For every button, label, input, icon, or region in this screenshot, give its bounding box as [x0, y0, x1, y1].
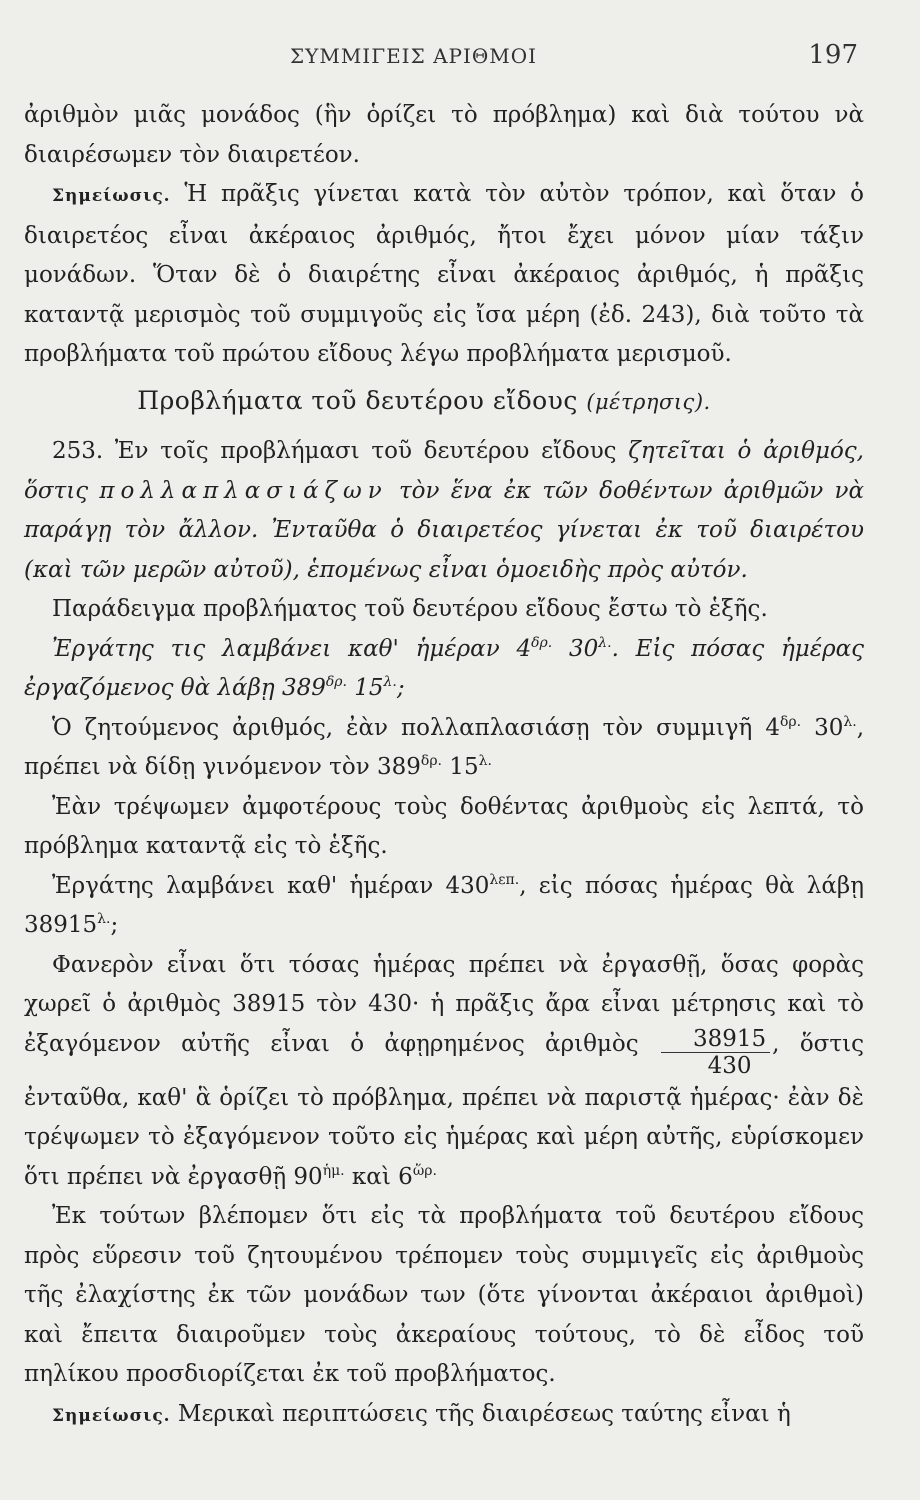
paragraph-note: Σημείωσις. Ἡ πρᾶξις γίνεται κατὰ τὸν αὐτὸν τρόπον, καὶ ὅταν ὁ διαιρετέος εἶναι ἀκέραιος ἀριθμός, ἤτοι ἔχει μόνον μίαν τάξιν μονάδων. Ὅταν δὲ ὁ διαιρέτης εἶναι ἀκέραιος ἀριθμός, ἡ πρᾶξις καταντᾷ μερισμὸς τοῦ συμμιγοῦς εἰς ἴσα μέρη (ἐδ. 243), διὰ τοῦτο τὰ προβλήματα τοῦ πρώτου εἴδους λέγω προβλήματα μερισμοῦ.	[24, 181, 864, 367]
note-label: Σημείωσις.	[52, 186, 171, 206]
paragraph-solution: Φανερὸν εἶναι ὅτι τόσας ἡμέρας πρέπει νὰ ἐργασθῇ, ὅσας φορὰς χωρεῖ ὁ ἀριθμὸς 38915 τὸν 430· ἡ πρᾶξις ἄρα εἶναι μέτρησις καὶ τὸ ἐξαγόμενον αὐτῆς εἶναι ὁ ἀφῃρημένος ἀριθμὸς $\frac{38915}{430}$ , ὅστις ἐνταῦθα, καθ' ἃ ὁρίζει τὸ πρόβλημα, πρέπει νὰ παριστᾷ ἡμέρας· ἐὰν δὲ τρέψωμεν τὸ ἐξαγόμενον τοῦτο εἰς ἡμέρας καὶ μέρη αὐτῆς, εὑρίσκομεν ὅτι πρέπει νὰ ἐργασθῇ $90^{ἡ\mu.}$ καὶ $6^{ὥ\rho.}$	[24, 951, 865, 1190]
fraction-denominator: 430	[707, 1052, 752, 1079]
paragraph-conclusion: Ἐκ τούτων βλέπομεν ὅτι εἰς τὰ προβλήματα τοῦ δευτέρου εἴδους πρὸς εὕρεσιν τοῦ ζητουμένου τρέπομεν τοὺς συμμιγεῖς εἰς ἀριθμοὺς τῆς ἐλαχίστης ἐκ τῶν μονάδων των (ὅτε γίνονται ἀκέραιοι ἀριθμοὶ) καὶ ἔπειτα διαιροῦμεν τοὺς ἀκεραίους τούτους, τὸ δὲ εἶδος τοῦ πηλίκου προσδιορίζεται ἐκ τοῦ προβλήματος.	[24, 1203, 864, 1387]
spaced-word: πολλαπλασιάζων	[99, 477, 388, 504]
page-header	[0, 40, 920, 80]
running-title: ΣΥΜΜΙΓΕΙΣ ΑΡΙΘΜΟΙ	[290, 44, 538, 68]
paragraph-problem-statement: Ἐργάτης τις λαμβάνει καθ' ἡμέραν $4^{\delta\rho.}$ $30^{\lambda.}$. Εἰς πόσας ἡμέρας ἐργαζόμενος θὰ λάβῃ $389^{\delta\rho.}$ $15^{\lambda.}$;	[24, 634, 865, 701]
section-heading	[24, 381, 864, 423]
page-body	[24, 96, 864, 1436]
fraction	[661, 1026, 770, 1079]
paragraph-number: 253.	[52, 438, 104, 464]
paragraph-example-intro: Παράδειγμα προβλήματος τοῦ δευτέρου εἴδους ἔστω τὸ ἑξῆς.	[52, 596, 768, 622]
page-number: 197	[808, 40, 858, 70]
paragraph-note-2: Σημείωσις. Μερικαὶ περιπτώσεις τῆς διαιρέσεως ταύτης εἶναι ἡ	[52, 1400, 791, 1427]
paragraph-converted-problem: Ἐργάτης λαμβάνει καθ' ἡμέραν $430^{\lambda\varepsilon\pi.}$, εἰς πόσας ἡμέρας θὰ λάβῃ $38915^{\lambda.}$;	[24, 871, 864, 938]
note-label: Σημείωσις.	[52, 1405, 171, 1426]
fraction-numerator: 38915	[661, 1026, 770, 1053]
paragraph-continuation: ἀριθμὸν μιᾶς μονάδος (ἣν ὁρίζει τὸ πρόβλημα) καὶ διὰ τούτου νὰ διαιρέσωμεν τὸν διαιρετέον.	[24, 102, 864, 168]
paragraph-conversion: Ἐὰν τρέψωμεν ἀμφοτέρους τοὺς δοθέντας ἀριθμοὺς εἰς λεπτά, τὸ πρόβλημα καταντᾷ εἰς τὸ ἑξῆς.	[24, 793, 864, 859]
section-subtitle: (μέτρησις).	[586, 389, 711, 414]
section-title: Προβλήματα τοῦ δευτέρου εἴδους	[137, 385, 578, 415]
paragraph-unknown-number: Ὁ ζητούμενος ἀριθμός, ἐὰν πολλαπλασιάσῃ τὸν συμμιγῆ $4^{\delta\rho.}$ $30^{\lambda.}$, πρέπει νὰ δίδῃ γινόμενον τὸν $389^{\delta\rho.}$ $15^{\lambda.}$	[24, 713, 864, 780]
paragraph-253: 253. Ἐν τοῖς προβλήμασι τοῦ δευτέρου εἴδους ζητεῖται ὁ ἀριθμός, ὅστις πολλαπλασιάζων τὸν ἕνα ἐκ τῶν δοθέντων ἀριθμῶν νὰ παράγῃ τὸν ἄλλον. Ἐνταῦθα ὁ διαιρετέος γίνεται ἐκ τοῦ διαιρέτου (καὶ τῶν μερῶν αὐτοῦ), ἑπομένως εἶναι ὁμοειδὴς πρὸς αὐτόν.	[24, 438, 864, 583]
